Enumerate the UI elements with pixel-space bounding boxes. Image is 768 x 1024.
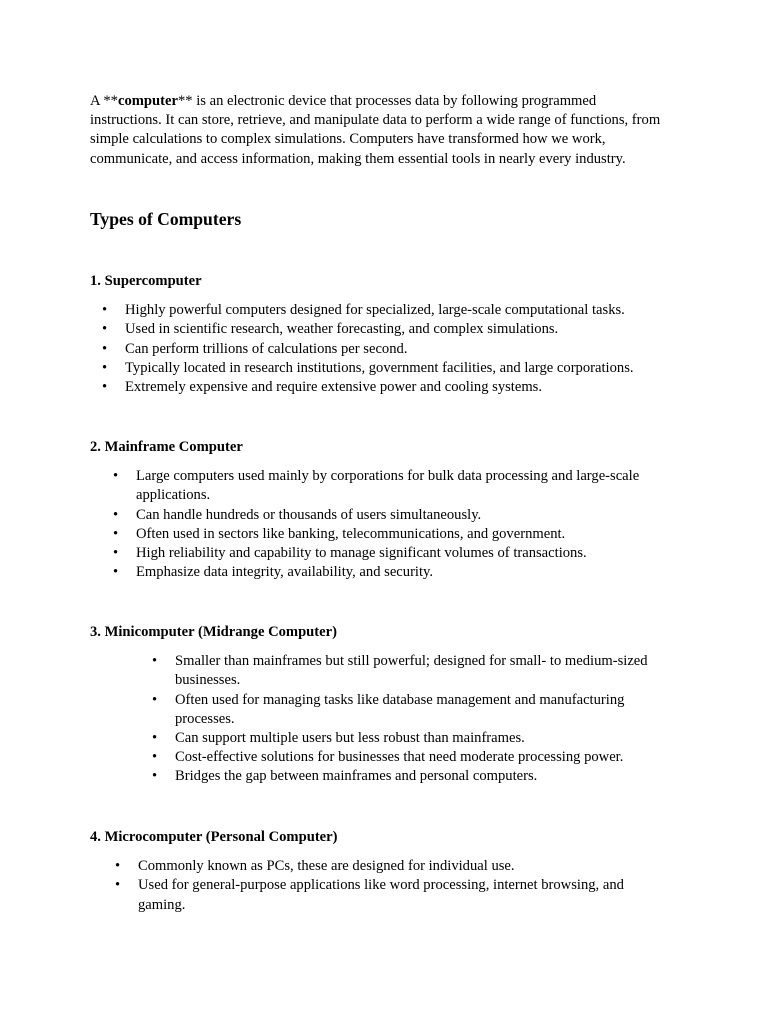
bullet-list xyxy=(90,301,670,397)
bullet-list xyxy=(90,467,670,582)
section-title: 4. Microcomputer (Personal Computer) xyxy=(90,829,338,845)
list-item xyxy=(90,563,666,582)
list-item-text: Can support multiple users but less robust than mainframes. xyxy=(175,730,525,747)
list-item-text: Typically located in research institutions, government facilities, and large corporations. xyxy=(125,359,634,376)
bullet-icon: • xyxy=(102,321,108,338)
bullet-icon: • xyxy=(113,545,119,562)
list-item xyxy=(90,467,666,505)
bullet-icon: • xyxy=(115,858,121,875)
bullet-icon: • xyxy=(152,768,158,785)
list-item xyxy=(90,857,658,876)
section-minicomputer xyxy=(90,623,670,787)
list-item-text: High reliability and capability to manage significant volumes of transactions. xyxy=(136,545,587,562)
bullet-icon: • xyxy=(113,525,119,542)
list-item-text: Often used in sectors like banking, telecommunications, and government. xyxy=(136,525,566,542)
list-item xyxy=(90,767,665,786)
list-item xyxy=(90,652,665,690)
bullet-icon: • xyxy=(102,302,108,319)
bullet-icon: • xyxy=(115,877,121,894)
section-title: 1. Supercomputer xyxy=(90,273,202,289)
list-item xyxy=(90,748,665,767)
list-item xyxy=(90,525,666,544)
list-item xyxy=(90,301,670,320)
intro-prefix: A ** xyxy=(90,93,118,109)
list-item-text: Cost-effective solutions for businesses that need moderate processing power. xyxy=(175,749,624,766)
bullet-icon: • xyxy=(113,564,119,581)
section-title: 3. Minicomputer (Midrange Computer) xyxy=(90,624,337,640)
list-item-text: Used in scientific research, weather forecasting, and complex simulations. xyxy=(125,321,559,338)
list-item-text: Can handle hundreds or thousands of users simultaneously. xyxy=(136,506,482,523)
list-item xyxy=(90,506,666,525)
types-heading: Types of Computers xyxy=(90,209,242,229)
bullet-icon: • xyxy=(152,749,158,766)
bullet-icon: • xyxy=(152,691,158,708)
bullet-icon: • xyxy=(102,379,108,396)
bullet-icon: • xyxy=(102,340,108,357)
document-page xyxy=(90,92,670,913)
list-item-text: Can perform trillions of calculations per second. xyxy=(125,340,408,357)
bullet-list xyxy=(90,652,670,786)
list-item-text: Extremely expensive and require extensive power and cooling systems. xyxy=(125,379,543,396)
list-item-text: Used for general-purpose applications like word processing, internet browsing, and gaming. xyxy=(138,877,624,913)
intro-paragraph xyxy=(90,92,670,169)
list-item xyxy=(90,320,670,339)
list-item-text: Emphasize data integrity, availability, and security. xyxy=(136,564,434,581)
intro-suffix: ** is an electronic device that processes data by following programmed instructions. It can store, retrieve, and manipulate data to perform a wide range of functions, from simple calculations to complex simulations. Computers have transformed how we work, communicate, and access information, making them essential tools in nearly every industry. xyxy=(90,93,661,167)
list-item-text: Smaller than mainframes but still powerful; designed for small- to medium-sized businesses. xyxy=(175,653,648,689)
list-item xyxy=(90,691,665,729)
section-microcomputer xyxy=(90,828,670,915)
list-item xyxy=(90,359,670,378)
list-item xyxy=(90,378,670,397)
bullet-list xyxy=(90,857,670,915)
list-item-text: Highly powerful computers designed for specialized, large-scale computational tasks. xyxy=(125,302,625,319)
section-supercomputer xyxy=(90,272,670,397)
list-item-text: Often used for managing tasks like database management and manufacturing processes. xyxy=(175,691,625,727)
bullet-icon: • xyxy=(152,653,158,670)
list-item xyxy=(90,876,658,914)
bullet-icon: • xyxy=(113,468,119,485)
list-item-text: Large computers used mainly by corporations for bulk data processing and large-scale applications. xyxy=(136,468,640,504)
bullet-icon: • xyxy=(102,359,108,376)
list-item-text: Commonly known as PCs, these are designed for individual use. xyxy=(138,858,515,875)
bullet-icon: • xyxy=(113,506,119,523)
section-title: 2. Mainframe Computer xyxy=(90,439,243,455)
list-item xyxy=(90,340,670,359)
section-mainframe xyxy=(90,438,670,582)
list-item xyxy=(90,729,665,748)
list-item-text: Bridges the gap between mainframes and personal computers. xyxy=(175,768,538,785)
bullet-icon: • xyxy=(152,730,158,747)
list-item xyxy=(90,544,666,563)
intro-term: computer xyxy=(117,93,178,109)
